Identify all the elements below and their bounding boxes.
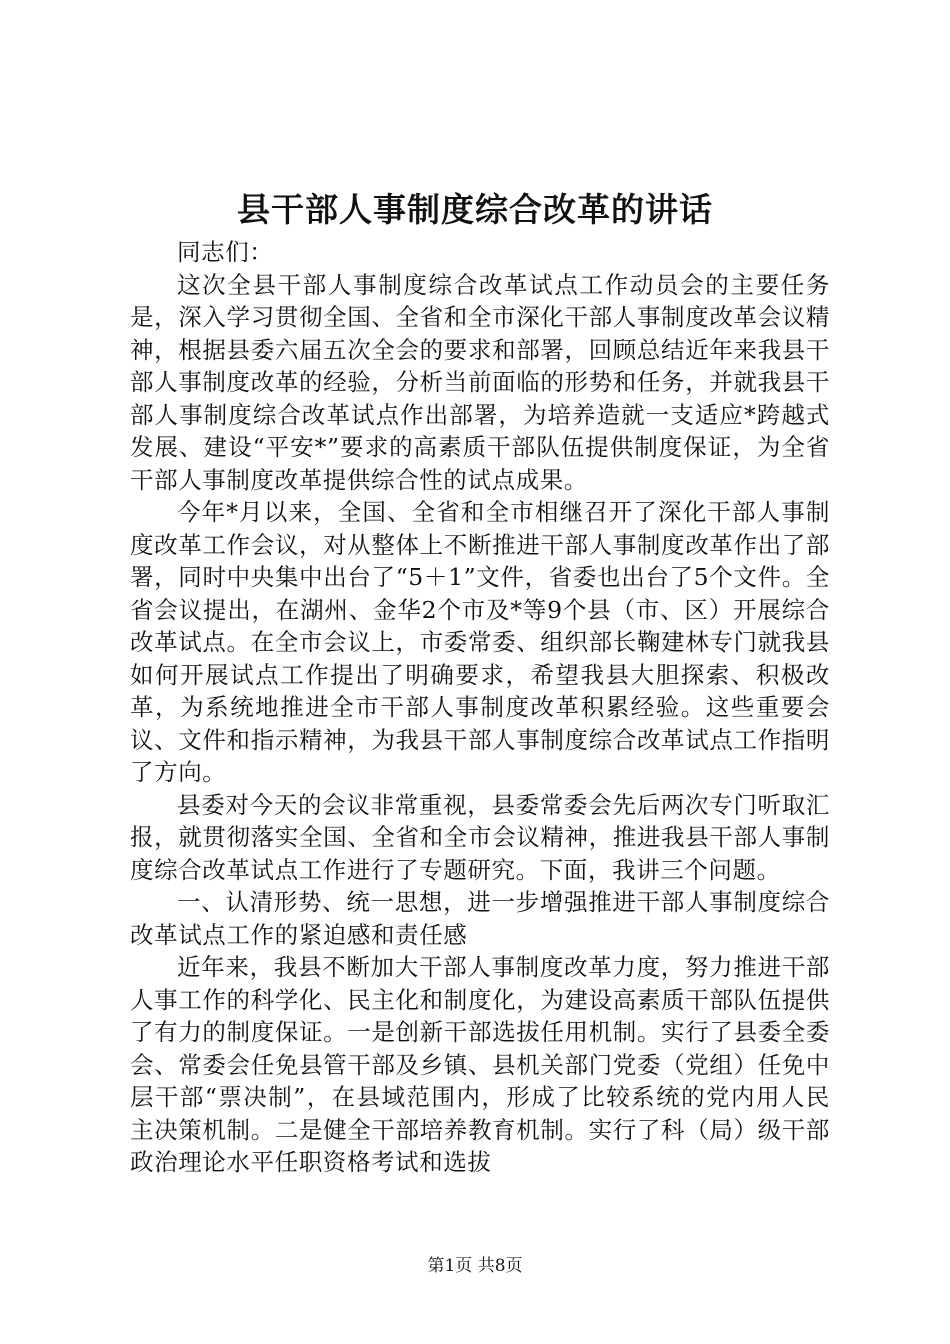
- document-title: 县干部人事制度综合改革的讲话: [237, 190, 713, 229]
- paragraph: 县委对今天的会议非常重视，县委常委会先后两次专门听取汇报，就贯彻落实全国、全省和全市会议精神，推进我县干部人事制度综合改革试点工作进行了专题研究。下面，我讲三个问题。: [130, 790, 830, 884]
- salutation: 同志们：: [177, 238, 274, 266]
- paragraph: 这次全县干部人事制度综合改革试点工作动员会的主要任务是，深入学习贯彻全国、全省和全市深化干部人事制度改革会议精神，根据县委六届五次全会的要求和部署，回顾总结近年来我县干部人事制度改革的经验，分析当前面临的形势和任务，并就我县干部人事制度综合改革试点作出部署，为培养造就一支适应*跨越式发展、建设“平安*”要求的高素质干部队伍提供制度保证，为全省干部人事制度改革提供综合性的试点成果。: [130, 270, 830, 494]
- paragraph: 今年*月以来，全国、全省和全市相继召开了深化干部人事制度改革工作会议，对从整体上不断推进干部人事制度改革作出了部署，同时中央集中出台了“5＋1”文件，省委也出台了5个文件。全省会议提出，在湖州、金华2个市及*等9个县（市、区）开展综合改革试点。在全市会议上，市委常委、组织部长鞠建林专门就我县如何开展试点工作提出了明确要求，希望我县大胆探索、积极改革，为系统地推进全市干部人事制度改革积累经验。这些重要会议、文件和指示精神，为我县干部人事制度综合改革试点工作指明了方向。: [130, 498, 830, 786]
- page-footer: 第1页 共8页: [427, 1256, 523, 1276]
- paragraph: 近年来，我县不断加大干部人事制度改革力度，努力推进干部人事工作的科学化、民主化和制度化，为建设高素质干部队伍提供了有力的制度保证。一是创新干部选拔任用机制。实行了县委全委会、常委会任免县管干部及乡镇、县机关部门党委（党组）任免中层干部“票决制”，在县域范围内，形成了比较系统的党内用人民主决策机制。二是健全干部培养教育机制。实行了科（局）级干部政治理论水平任职资格考试和选拔: [130, 953, 830, 1176]
- section-heading: 一、认清形势、统一思想，进一步增强推进干部人事制度综合改革试点工作的紧迫感和责任感: [130, 888, 830, 949]
- document-body: [130, 236, 830, 1179]
